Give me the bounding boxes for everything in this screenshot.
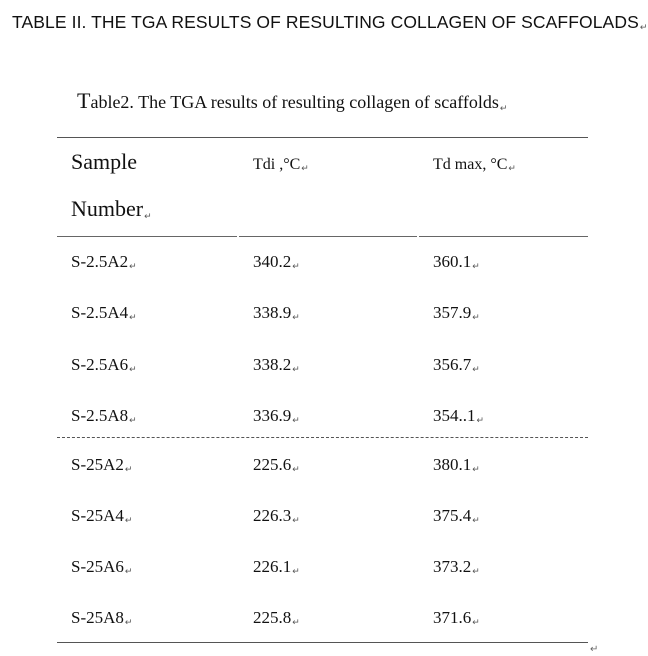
cell-sample-text: S-25A2 <box>71 455 124 474</box>
cell-sample <box>71 608 132 628</box>
cell-tdi-text: 338.2 <box>253 355 292 374</box>
paragraph-mark-icon: ↵ <box>129 415 137 425</box>
paragraph-mark-icon: ↵ <box>472 312 480 322</box>
paragraph-mark-icon: ↵ <box>472 566 480 576</box>
cell-tdi-text: 226.1 <box>253 557 292 576</box>
paragraph-mark-icon: ↵ <box>472 617 480 627</box>
header-tdi <box>253 156 309 174</box>
paragraph-mark-icon: ↵ <box>476 415 485 425</box>
paragraph-mark-icon: ↵ <box>292 261 300 271</box>
paragraph-mark-icon: ↵ <box>129 261 137 271</box>
cell-tdmax <box>433 406 484 426</box>
cell-sample <box>71 455 132 475</box>
paragraph-mark-icon: ↵ <box>590 644 599 655</box>
paragraph-mark-icon: ↵ <box>129 364 137 374</box>
cell-tdi-text: 338.9 <box>253 303 292 322</box>
paragraph-mark-icon: ↵ <box>301 163 309 173</box>
table-top-rule <box>57 137 588 138</box>
cell-sample-text: S-2.5A2 <box>71 252 129 271</box>
cell-tdmax <box>433 506 480 526</box>
cell-tdi-text: 226.3 <box>253 506 292 525</box>
group-divider <box>57 437 588 438</box>
cell-tdmax-text: 356.7 <box>433 355 472 374</box>
cell-tdi <box>253 455 300 475</box>
paragraph-mark-icon: ↵ <box>129 312 137 322</box>
cell-sample <box>71 557 132 577</box>
header-rule-col3 <box>419 236 588 237</box>
cell-tdmax <box>433 303 480 323</box>
cell-sample-text: S-25A8 <box>71 608 124 627</box>
paragraph-mark-icon: ↵ <box>124 617 133 627</box>
paragraph-mark-icon: ↵ <box>472 515 480 525</box>
cell-sample <box>71 252 137 272</box>
cell-tdi <box>253 355 300 375</box>
caption-text: able2. The TGA results of resulting collagen of scaffolds <box>90 92 499 112</box>
paragraph-mark-icon: ↵ <box>124 566 133 576</box>
cell-tdmax <box>433 608 480 628</box>
heading-text: TABLE II. THE TGA RESULTS OF RESULTING COLLAGEN OF SCAFFOLADS <box>12 12 639 32</box>
cell-sample-text: S-2.5A8 <box>71 406 129 425</box>
cell-tdmax <box>433 557 480 577</box>
paragraph-mark-icon: ↵ <box>639 22 648 32</box>
cell-tdmax <box>433 355 480 375</box>
caption-initial: T <box>77 88 91 113</box>
cell-tdmax-text: 371.6 <box>433 608 472 627</box>
cell-sample-text: S-25A4 <box>71 506 124 525</box>
paragraph-mark-icon: ↵ <box>508 163 516 173</box>
cell-tdi <box>253 608 300 628</box>
cell-tdi <box>253 506 300 526</box>
table-bottom-rule <box>57 642 588 643</box>
paragraph-mark-icon: ↵ <box>472 364 480 374</box>
cell-tdi-text: 225.8 <box>253 608 292 627</box>
header-rule-col2 <box>239 236 417 237</box>
cell-tdmax <box>433 252 480 272</box>
cell-tdmax-text: 354..1 <box>433 406 476 425</box>
cell-sample-text: S-2.5A6 <box>71 355 129 374</box>
table-caption <box>77 88 507 114</box>
header-rule-col1 <box>57 236 237 237</box>
cell-tdi-text: 340.2 <box>253 252 292 271</box>
cell-sample <box>71 506 132 526</box>
header-tdmax-text: Td max, °C <box>433 156 508 173</box>
cell-tdmax-text: 380.1 <box>433 455 472 474</box>
paragraph-mark-icon: ↵ <box>124 515 133 525</box>
cell-tdmax-text: 375.4 <box>433 506 472 525</box>
cell-tdmax <box>433 455 480 475</box>
paragraph-mark-icon: ↵ <box>292 464 300 474</box>
paragraph-mark-icon: ↵ <box>292 515 300 525</box>
header-sample-line2 <box>71 196 152 222</box>
paragraph-mark-icon: ↵ <box>499 103 508 113</box>
paragraph-mark-icon: ↵ <box>292 566 300 576</box>
cell-tdmax-text: 373.2 <box>433 557 472 576</box>
cell-tdmax-text: 357.9 <box>433 303 472 322</box>
header-sample-line2-text: Number <box>71 196 144 221</box>
paragraph-mark-icon: ↵ <box>472 464 480 474</box>
paragraph-mark-icon: ↵ <box>292 364 300 374</box>
cell-tdi-text: 336.9 <box>253 406 292 425</box>
paragraph-mark-icon: ↵ <box>292 617 300 627</box>
page-heading <box>12 12 648 33</box>
cell-sample <box>71 303 137 323</box>
cell-sample-text: S-2.5A4 <box>71 303 129 322</box>
cell-sample-text: S-25A6 <box>71 557 124 576</box>
cell-sample <box>71 406 137 426</box>
cell-tdi <box>253 252 300 272</box>
cell-tdmax-text: 360.1 <box>433 252 472 271</box>
header-sample-line1: Sample <box>71 149 137 174</box>
paragraph-mark-icon: ↵ <box>472 261 480 271</box>
paragraph-mark-icon: ↵ <box>124 464 133 474</box>
cell-tdi-text: 225.6 <box>253 455 292 474</box>
paragraph-mark-icon: ↵ <box>144 211 152 221</box>
cell-tdi <box>253 303 300 323</box>
paragraph-mark-icon: ↵ <box>292 415 300 425</box>
paragraph-mark-icon: ↵ <box>292 312 300 322</box>
cell-sample <box>71 355 137 375</box>
header-tdi-text: Tdi ,°C <box>253 156 301 173</box>
cell-tdi <box>253 557 300 577</box>
cell-tdi <box>253 406 300 426</box>
header-tdmax <box>433 156 516 174</box>
